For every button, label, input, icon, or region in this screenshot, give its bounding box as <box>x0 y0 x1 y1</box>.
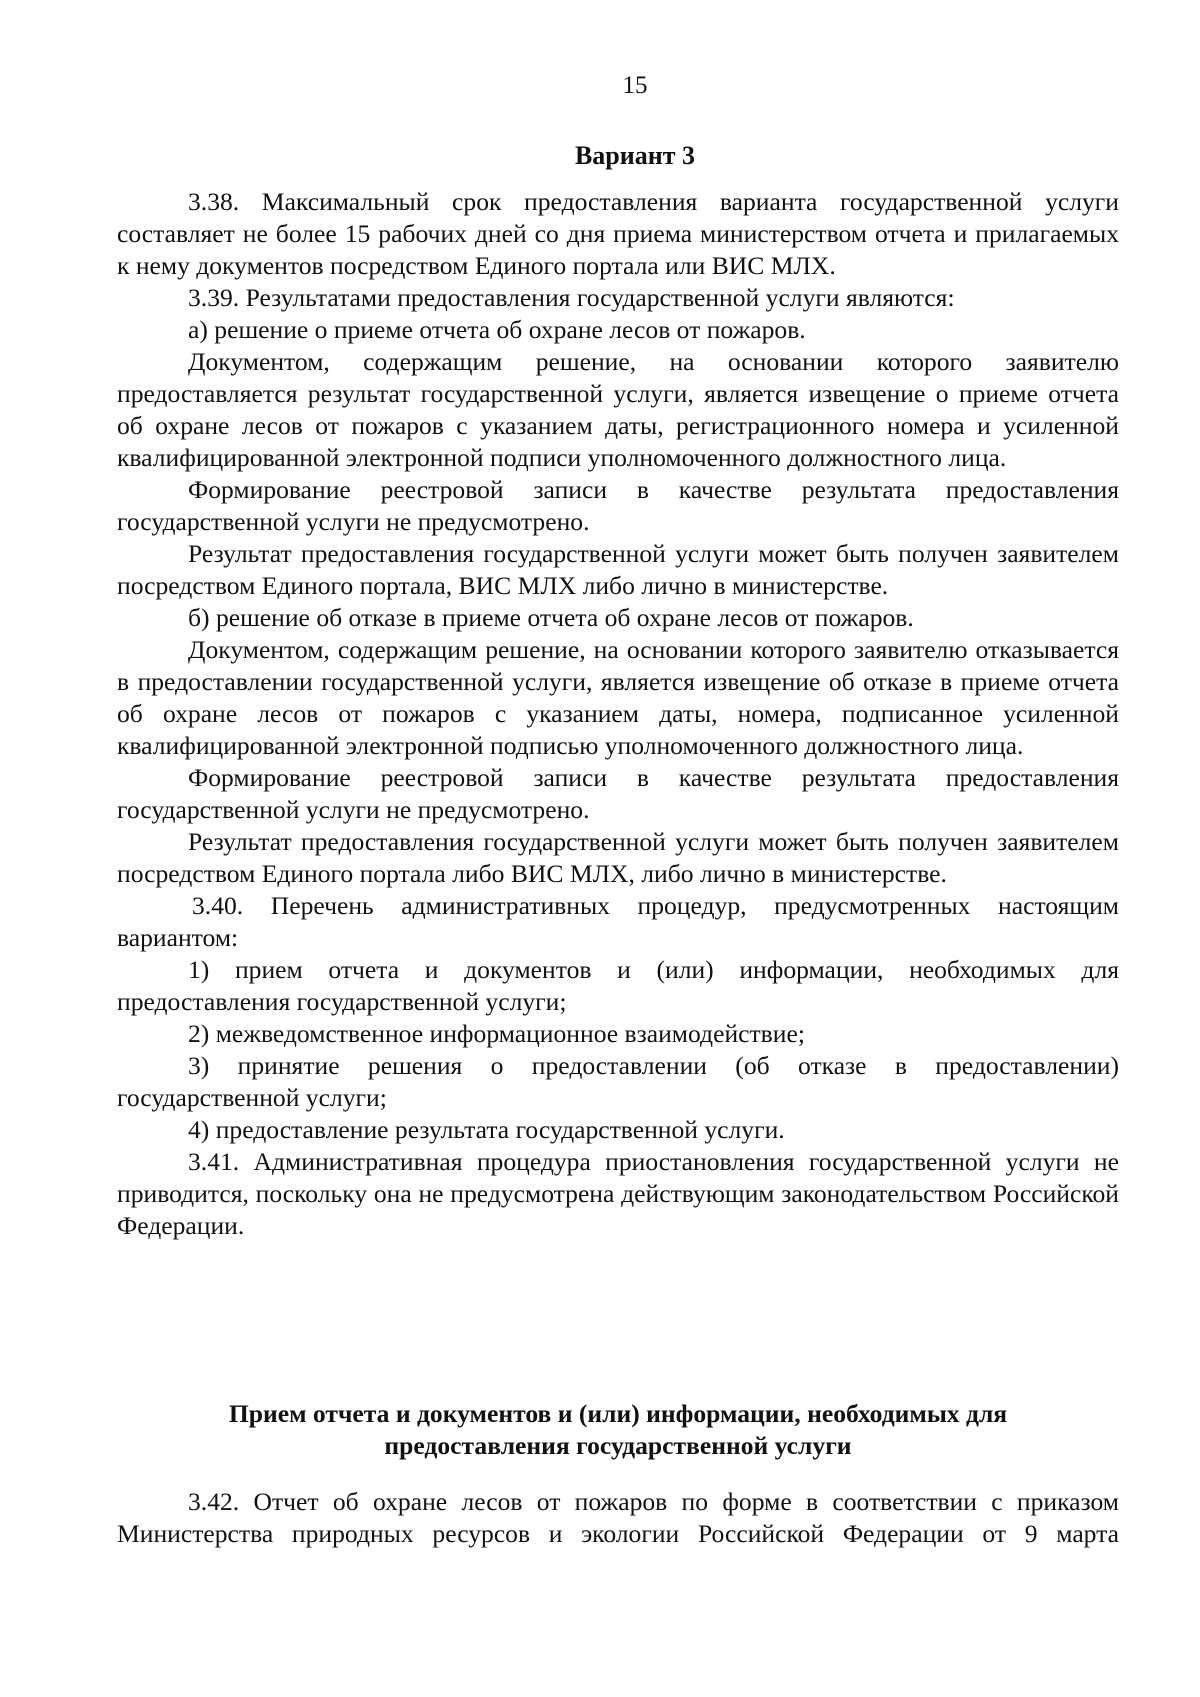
section-heading-line-2: предоставления государственной услуги <box>384 1431 852 1460</box>
section-heading-line-1: Прием отчета и документов и (или) информации, необходимых для <box>228 1399 1008 1428</box>
paragraph-3-41: 3.41. Административная процедура приостановления государственной услуги не приводится, поскольку она не предусмотрена действующим законодательством Российской Федерации. <box>117 1147 1119 1240</box>
variant-title: Вариант 3 <box>574 141 696 170</box>
paragraph-result-b-delivery: Результат предоставления государственной услуги может быть получен заявителем посредством Единого портала либо ВИС МЛХ, либо лично в министерстве. <box>117 827 1119 888</box>
list-item-procedure-1: 1) прием отчета и документов и (или) информации, необходимых для предоставления государственной услуги; <box>117 955 1119 1016</box>
paragraph-3-40: 3.40. Перечень административных процедур, предусмотренных настоящим вариантом: <box>117 891 1119 952</box>
list-item-procedure-3: 3) принятие решения о предоставлении (об отказе в предоставлении) государственной услуги; <box>117 1051 1119 1112</box>
paragraph-result-a-registry: Формирование реестровой записи в качестве результата предоставления государственной услуги не предусмотрено. <box>117 475 1119 536</box>
paragraph-result-b-document: Документом, содержащим решение, на основании которого заявителю отказывается в предоставлении государственной услуги, является извещение об отказе в приеме отчета об охране лесов от пожаров с указанием даты, номера, подписанное усиленной квалифицированной электронной подписью уполномоченного должностного лица. <box>117 635 1119 760</box>
paragraph-3-42: 3.42. Отчет об охране лесов от пожаров по форме в соответствии с приказом Министерства природных ресурсов и экологии Российской Федерации от 9 марта <box>117 1487 1119 1548</box>
list-item-procedure-2: 2) межведомственное информационное взаимодействие; <box>188 1019 805 1048</box>
document-body <box>117 186 1119 1242</box>
page-number: 15 <box>622 72 648 99</box>
paragraph-3-38: 3.38. Максимальный срок предоставления варианта государственной услуги составляет не более 15 рабочих дней со дня приема министерством отчета и прилагаемых к нему документов посредством Единого портала или ВИС МЛХ. <box>117 187 1119 280</box>
paragraph-result-a-document: Документом, содержащим решение, на основании которого заявителю предоставляется результат государственной услуги, является извещение о приеме отчета об охране лесов от пожаров с указанием даты, регистрационного номера и усиленной квалифицированной электронной подписи уполномоченного должностного лица. <box>117 347 1119 472</box>
paragraph-result-b: б) решение об отказе в приеме отчета об охране лесов от пожаров. <box>188 603 914 632</box>
paragraph-result-b-registry: Формирование реестровой записи в качестве результата предоставления государственной услуги не предусмотрено. <box>117 763 1119 824</box>
paragraph-result-a-delivery: Результат предоставления государственной услуги может быть получен заявителем посредством Единого портала, ВИС МЛХ либо лично в министерстве. <box>117 539 1119 600</box>
document-tail <box>117 1486 1119 1550</box>
section-heading <box>117 1398 1119 1462</box>
paragraph-3-39: 3.39. Результатами предоставления государственной услуги являются: <box>188 283 955 312</box>
list-item-procedure-4: 4) предоставление результата государственной услуги. <box>188 1115 785 1144</box>
paragraph-result-a: а) решение о приеме отчета об охране лесов от пожаров. <box>188 315 806 344</box>
